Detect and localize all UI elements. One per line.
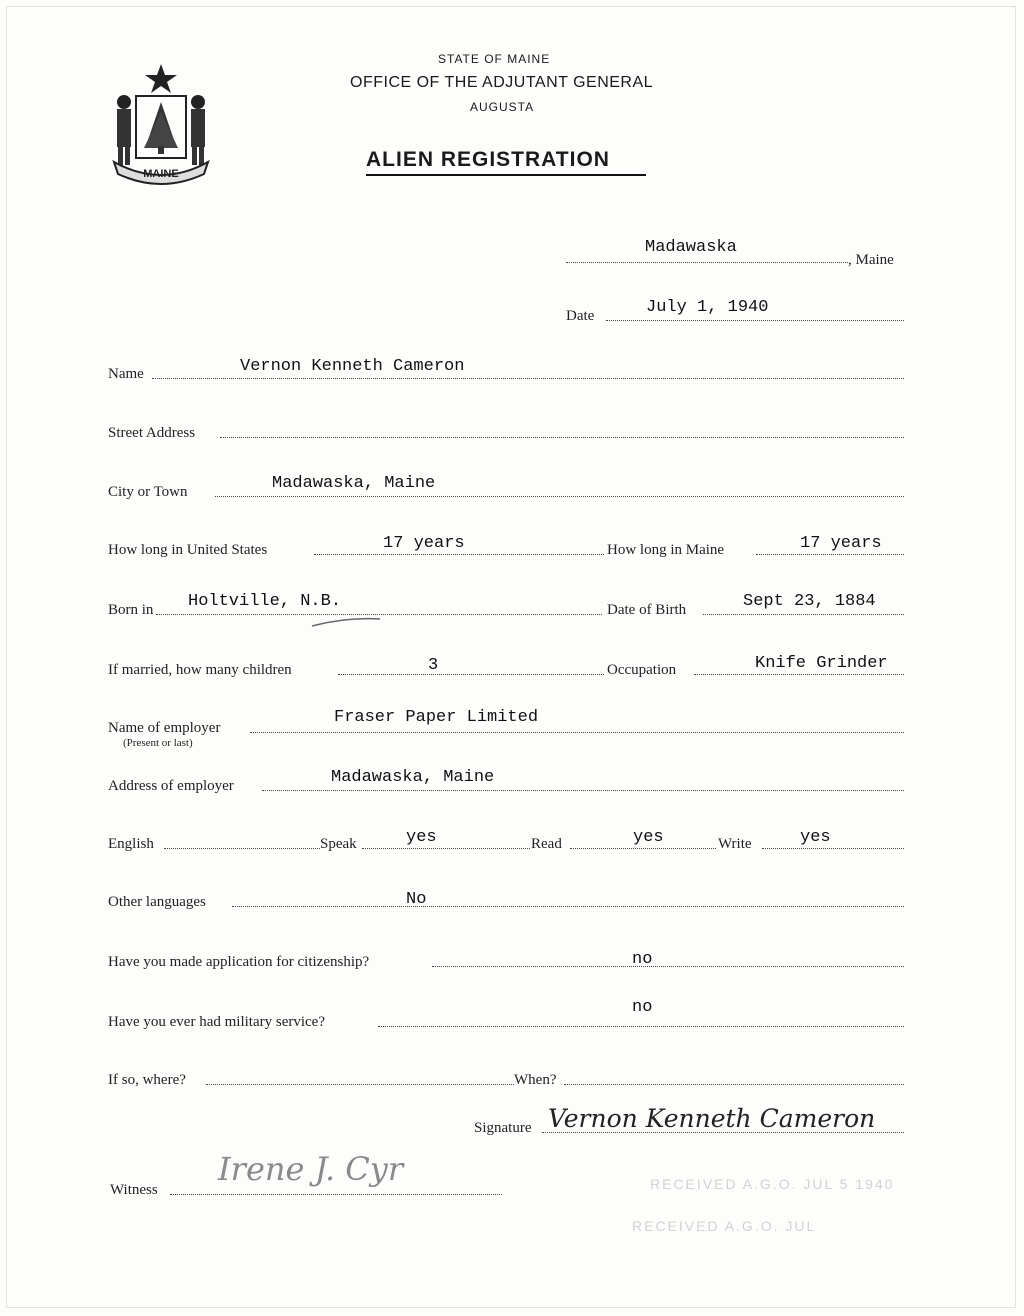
citizenship-value: no (632, 950, 653, 969)
witness-line (170, 1194, 502, 1195)
occupation-label: Occupation (607, 662, 677, 678)
name-value: Vernon Kenneth Cameron (240, 357, 465, 376)
city-label: City or Town (108, 484, 188, 500)
signature-handwriting: Vernon Kenneth Cameron (548, 1104, 876, 1133)
street-address-label: Street Address (108, 425, 196, 441)
maine-seal-emblem (106, 62, 216, 186)
header-city: AUGUSTA (470, 100, 535, 114)
street-address-line (220, 437, 904, 438)
dob-value: Sept 23, 1884 (743, 592, 876, 611)
write-label: Write (718, 836, 752, 852)
date-label: Date (566, 308, 595, 324)
employer-label: Name of employer (108, 720, 221, 736)
other-languages-value: No (406, 890, 427, 909)
how-long-us-line (314, 554, 604, 555)
where-label: If so, where? (108, 1072, 186, 1088)
english-label: English (108, 836, 154, 852)
speak-label: Speak (320, 836, 357, 852)
read-label: Read (531, 836, 562, 852)
write-line (762, 848, 904, 849)
how-long-maine-value: 17 years (800, 534, 882, 553)
read-value: yes (633, 828, 664, 847)
date-line (606, 320, 904, 321)
received-stamp-2: RECEIVED A.G.O. JUL (632, 1218, 817, 1234)
date-value: July 1, 1940 (646, 298, 769, 317)
received-stamp-1: RECEIVED A.G.O. JUL 5 1940 (650, 1176, 895, 1192)
when-line (564, 1084, 904, 1085)
pencil-mark (310, 615, 382, 629)
header-state: STATE OF MAINE (438, 52, 551, 66)
place-suffix: , Maine (848, 252, 894, 268)
citizenship-line (432, 966, 904, 967)
employer-address-value: Madawaska, Maine (331, 768, 495, 787)
when-label: When? (514, 1072, 557, 1088)
employer-address-line (262, 790, 904, 791)
military-value: no (632, 998, 653, 1017)
children-value: 3 (428, 656, 439, 675)
employer-address-label: Address of employer (108, 778, 234, 794)
form-title: ALIEN REGISTRATION (366, 148, 610, 171)
read-line (570, 848, 716, 849)
employer-sublabel: (Present or last) (123, 737, 193, 749)
speak-line (362, 848, 530, 849)
place-line (566, 262, 848, 263)
header-office: OFFICE OF THE ADJUTANT GENERAL (350, 74, 654, 91)
dob-label: Date of Birth (607, 602, 687, 618)
citizenship-label: Have you made application for citizenship? (108, 954, 370, 970)
title-underline (366, 174, 646, 176)
where-line (206, 1084, 514, 1085)
seal-text: MAINE (143, 168, 179, 180)
city-line (215, 496, 904, 497)
military-line (378, 1026, 904, 1027)
city-value: Madawaska, Maine (272, 474, 436, 493)
employer-value: Fraser Paper Limited (334, 708, 539, 727)
how-long-maine-label: How long in Maine (607, 542, 725, 558)
witness-label: Witness (110, 1182, 158, 1198)
military-label: Have you ever had military service? (108, 1014, 325, 1030)
dob-line (703, 614, 904, 615)
employer-line (250, 732, 904, 733)
place-value: Madawaska (645, 238, 737, 257)
speak-value: yes (406, 828, 437, 847)
english-line (164, 848, 320, 849)
how-long-maine-line (756, 554, 904, 555)
other-languages-label: Other languages (108, 894, 206, 910)
signature-label: Signature (474, 1120, 532, 1136)
name-line (152, 378, 904, 379)
witness-handwriting: Irene J. Cyr (218, 1150, 404, 1188)
children-line (338, 674, 604, 675)
children-label: If married, how many children (108, 662, 292, 678)
how-long-us-value: 17 years (383, 534, 465, 553)
how-long-us-label: How long in United States (108, 542, 268, 558)
occupation-line (694, 674, 904, 675)
occupation-value: Knife Grinder (755, 654, 888, 673)
write-value: yes (800, 828, 831, 847)
other-languages-line (232, 906, 904, 907)
name-label: Name (108, 366, 144, 382)
born-in-value: Holtville, N.B. (188, 592, 342, 611)
born-in-label: Born in (108, 602, 154, 618)
